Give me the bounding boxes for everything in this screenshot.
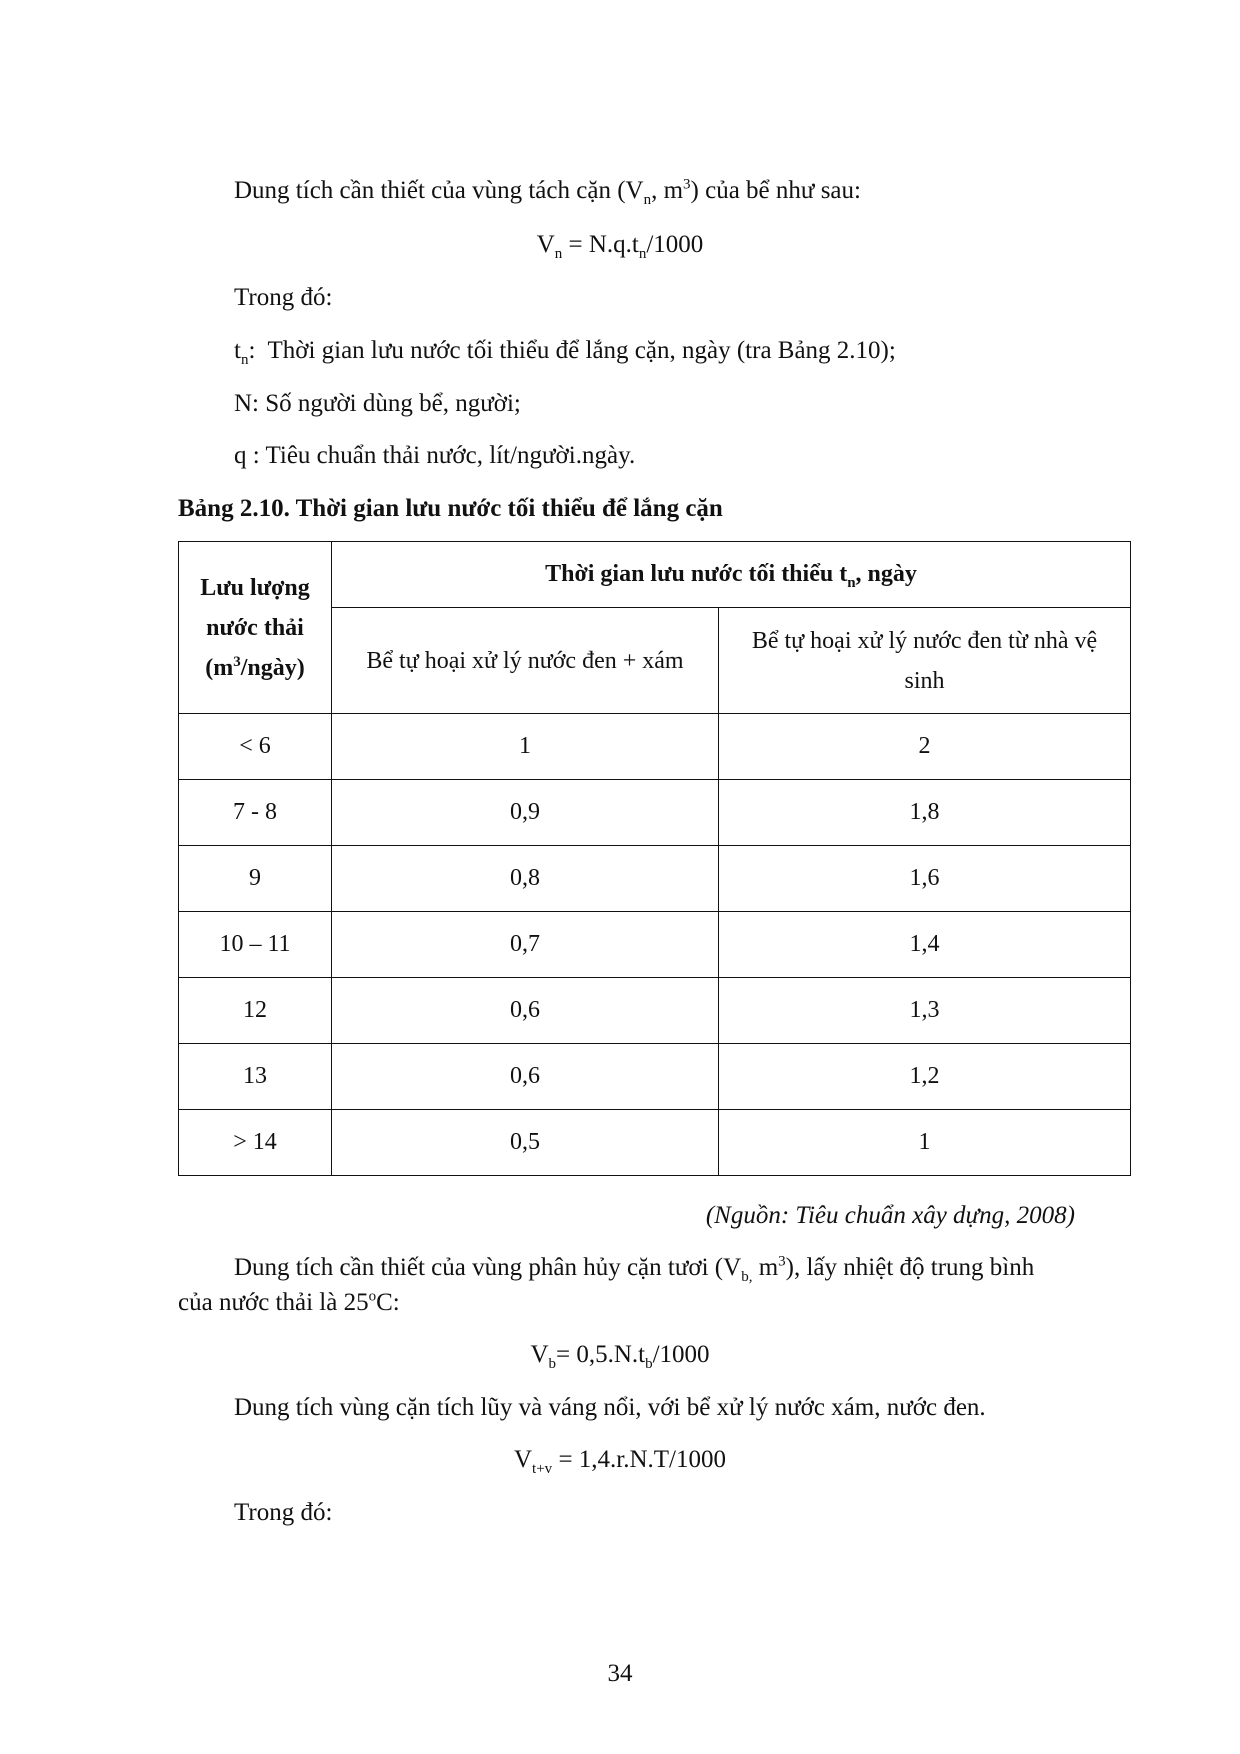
- where-label: Trong đó:: [234, 284, 333, 311]
- cell-flow: 13: [179, 1044, 332, 1110]
- table-row: [179, 714, 1131, 780]
- formula-vtv: $V_{t+v} = 1,4.r.N.T/1000$: [513, 1446, 727, 1477]
- cell-flow: < 6: [179, 714, 332, 780]
- cell-black-grey: 0,9: [332, 780, 719, 846]
- formula-vb: $V_b= 0,5.N.t_b/1000$: [530, 1341, 710, 1372]
- page-number: 34: [607, 1660, 633, 1687]
- definition-tn: $t_n$: Thời gian lưu nước tối thiểu để lắng cặn, ngày (tra Bảng 2.10);: [234, 337, 896, 368]
- retention-time-table: [178, 541, 1131, 1176]
- header-black-grey-water: Bể tự hoại xử lý nước đen + xám: [332, 608, 719, 714]
- table-row: [179, 846, 1131, 912]
- cell-flow: 12: [179, 978, 332, 1044]
- cell-flow: 10 – 11: [179, 912, 332, 978]
- cell-black-grey: 0,6: [332, 1044, 719, 1110]
- table-row: [179, 1044, 1131, 1110]
- paragraph-digestion-volume: Dung tích cần thiết của vùng phân hủy cặn tươi ($V_{b,}$ $m^3$), lấy nhiệt độ trung bình: [234, 1253, 1035, 1285]
- cell-black-grey: 0,6: [332, 978, 719, 1044]
- paragraph-sludge-scum: Dung tích vùng cặn tích lũy và váng nổi, với bể xử lý nước xám, nước đen.: [234, 1394, 986, 1421]
- paragraph-digestion-volume-cont: của nước thải là 25$^o$C:: [178, 1288, 400, 1316]
- table-caption: Bảng 2.10. Thời gian lưu nước tối thiểu để lắng cặn: [178, 495, 723, 522]
- cell-black: 1,8: [719, 780, 1131, 846]
- cell-black-grey: 1: [332, 714, 719, 780]
- header-flow-rate: Lưu lượng nước thải $(m^3/ngày)$: [179, 542, 332, 714]
- cell-black-grey: 0,5: [332, 1110, 719, 1176]
- header-black-water-toilet: Bể tự hoại xử lý nước đen từ nhà vệ sinh: [719, 608, 1131, 714]
- table-row: [179, 912, 1131, 978]
- cell-flow: 9: [179, 846, 332, 912]
- cell-black: 1,4: [719, 912, 1131, 978]
- cell-black: 1,2: [719, 1044, 1131, 1110]
- table-row: [179, 978, 1131, 1044]
- cell-black: 1,6: [719, 846, 1131, 912]
- cell-black: 2: [719, 714, 1131, 780]
- table-row: [179, 780, 1131, 846]
- paragraph-volume-separation: Dung tích cần thiết của vùng tách cặn ($V_n$, $m^3$) của bể như sau:: [234, 176, 861, 208]
- definition-n: N: Số người dùng bể, người;: [234, 390, 521, 417]
- where-label-2: Trong đó:: [234, 1499, 333, 1526]
- definition-q: q : Tiêu chuẩn thải nước, lít/người.ngày.: [234, 442, 636, 469]
- cell-black-grey: 0,7: [332, 912, 719, 978]
- table-row: [179, 1110, 1131, 1176]
- cell-flow: 7 - 8: [179, 780, 332, 846]
- cell-black-grey: 0,8: [332, 846, 719, 912]
- cell-flow: > 14: [179, 1110, 332, 1176]
- table-source: (Nguồn: Tiêu chuẩn xây dựng, 2008): [705, 1202, 1075, 1229]
- cell-black: 1: [719, 1110, 1131, 1176]
- formula-vn: $V_n = N.q.t_n/1000$: [536, 231, 704, 262]
- header-retention-time: Thời gian lưu nước tối thiểu $t_n$, ngày: [332, 542, 1131, 608]
- cell-black: 1,3: [719, 978, 1131, 1044]
